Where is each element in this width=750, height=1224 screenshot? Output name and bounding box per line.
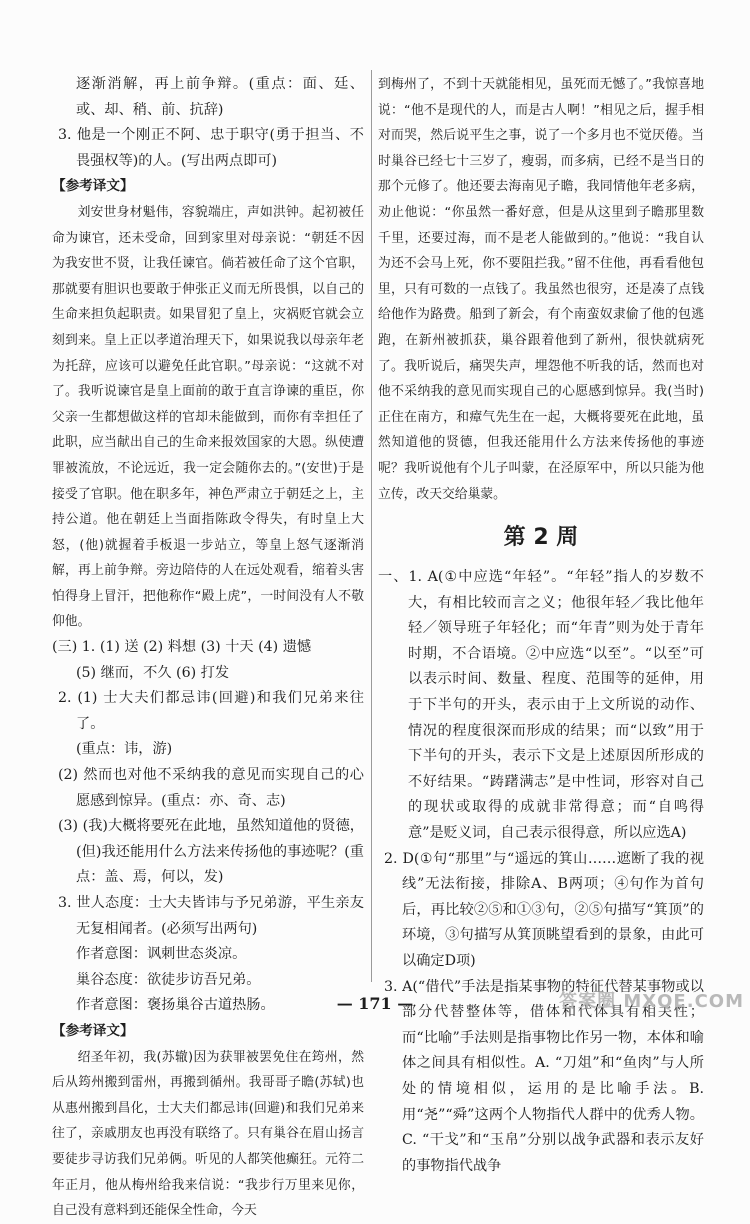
answer-paragraph: 【参考译文】 bbox=[52, 178, 134, 195]
right-column bbox=[378, 72, 704, 1179]
answer-paragraph: 3. 世人态度：士大夫皆讳与予兄弟游，平生亲友无复相闻者。(必须写出两句) bbox=[58, 895, 364, 937]
answer-paragraph: 绍圣年初，我(苏辙)因为获罪被罢免住在筠州，然后从筠州搬到雷州，再搬到循州。我哥哥子瞻(苏轼)也从惠州搬到昌化，士大夫们都忌讳(回避)和我们兄弟来往了，亲戚朋友也再没有联络了。只有巢谷在眉山扬言要徒步寻访我们兄弟俩。听见的人都笑他癫狂。元符二年正月，他从梅州给我来信说：“我步行万里来见你，自己没有意料到还能保全性命，今天 bbox=[52, 1049, 364, 1219]
answer-paragraph: (5) 继而，不久 (6) 打发 bbox=[76, 664, 230, 681]
answer-paragraph: 2. (1) 士大夫们都忌讳(回避)和我们兄弟来往了。 bbox=[58, 690, 364, 732]
answer-paragraph: (2) 然而也对他不采纳我的意见而实现自己的心愿感到惊异。(重点：亦、奇、志) bbox=[58, 767, 364, 809]
answer-paragraph: (重点：讳，游) bbox=[76, 741, 173, 758]
answer-paragraph: 3. A(“借代”手法是指某事物的特征代替某事物或以部分代替整体等，借体和代体具有相关性；而“比喻”手法则是指事物比作另一物，本体和喻体之间具有相似性。A. “刀俎”和“鱼肉”与人所处的情境相似，运用的是比喻手法。B. 用“尧”“舜”这两个人物指代人群中的优秀人物。C. “干戈”和“玉帛”分别以战争武器和表示友好的事物指代战争 bbox=[384, 978, 704, 1174]
answer-paragraph: 作者意图：褒扬巢谷古道热肠。 bbox=[76, 997, 275, 1014]
answer-paragraph: 逐渐消解，再上前争辩。(重点：面、廷、或、却、稍、前、抗辞) bbox=[76, 76, 364, 118]
answer-paragraph: 一、1. A(①中应选“年轻”。“年轻”指人的岁数不大，有相比较而言之义；他很年轻／我比他年轻／领导班子年轻化；而“年青”则为处于青年时期，不合语境。②中应选“以至”。“以至”可以表示时间、数量、程度、范围等的延伸，用于下半句的开头，表示由于上文所说的动作、情况的程度很深而形成的结果；而“以致”用于下半句的开头，表示下文是上述原因所形成的不好结果。“踌躇满志”是中性词，形容对自己的现状或取得的成就非常得意；而“自鸣得意”是贬义词，自己表示很得意，所以应选A) bbox=[378, 569, 704, 842]
answer-paragraph: (三) 1. (1) 送 (2) 料想 (3) 十天 (4) 遗憾 bbox=[52, 639, 312, 656]
page-number: — 171 — bbox=[336, 994, 414, 1013]
answer-paragraph: 3. 他是一个刚正不阿、忠于职守(勇于担当、不畏强权等)的人。(写出两点即可) bbox=[58, 127, 364, 169]
translation-continued: 到梅州了，不到十天就能相见，虽死而无憾了。”我惊喜地说：“他不是现代的人，而是古人啊！”相见之后，握手相对而哭，然后说平生之事，说了一个多月也不觉厌倦。当时巢谷已经七十三岁了，瘦弱，而多病，已经不是当日的那个元修了。他还要去海南见子瞻，我同情他年老多病，劝止他说：“你虽然一番好意，但是从这里到子瞻那里数千里，还要过海，而不是老人能做到的。”他说：“我自认为还不会马上死，你不要阻拦我。”留不住他，再看看他包里，只有可数的一点钱了。我虽然也很穷，还是凑了点钱给他作为路费。船到了新会，有个南蛮奴隶偷了他的包逃跑，在新州被抓获，巢谷跟着他到了新州，很快就病死了。我听说后，痛哭失声，埋怨他不听我的话，然而也对他不采纳我的意见而实现自己的心愿感到惊异。我(当时)正住在南方，和瘴气先生在一起，大概将要死在此地，虽然知道他的贤德，但我还能用什么方法来传扬他的事迹呢？我听说他有个儿子叫蒙，在泾原军中，所以只能为他立传，改天交给巢蒙。 bbox=[378, 77, 704, 502]
answer-paragraph: 刘安世身材魁伟，容貌端庄，声如洪钟。起初被任命为谏官，还未受命，回到家里对母亲说：“朝廷不因为我安世不贤，让我任谏官。倘若被任命了这个官职，那就要有胆识也要敢于伸张正义而无所畏惧，以自己的生命来担负起职责。如果冒犯了皇上，灾祸贬官就会立刻到来。皇上正以孝道治理天下，如果说我以母亲年老为托辞，应该可以避免任此官职。”母亲说：“这就不对了。我听说谏官是皇上面前的敢于直言诤谏的重臣，你父亲一生都想做这样的官却未能做到，而你有幸担任了此职，应当献出自己的生命来报效国家的大恩。纵使遭罪被流放，不论远近，我一定会随你去的。”(安世)于是接受了官职。他在职多年，神色严肃立于朝廷之上，主持公道。他在朝廷上当面指陈政令得失，有时皇上大怒，(他)就握着手板退一步站立，等皇上怒气逐渐消解，再上前争辩。旁边陪侍的人在远处观看，缩着头害怕得身上冒汗，把他称作“殿上虎”，一时间没有人不敬仰他。 bbox=[52, 204, 364, 630]
answer-paragraph: (3) (我)大概将要死在此地，虽然知道他的贤德，(但)我还能用什么方法来传扬他的事迹呢？(重点：盖、焉，何以，发) bbox=[58, 818, 364, 886]
week-title: 第 2 周 bbox=[503, 525, 579, 551]
left-column bbox=[52, 72, 364, 1224]
answer-paragraph: 作者意图：讽刺世态炎凉。 bbox=[76, 946, 247, 963]
watermark-logo: 答案圈 MXQE.COM bbox=[559, 991, 744, 1012]
column-divider bbox=[371, 70, 372, 982]
answer-paragraph: 巢谷态度：欲徒步访吾兄弟。 bbox=[76, 971, 261, 988]
answer-paragraph: 2. D(①句“那里”与“遥远的箕山……遮断了我的视线”无法衔接，排除A、B两项；④句作为首句后，再比较②⑤和①③句，②⑤句描写“箕顶”的环境，③句描写从箕顶眺望看到的景象，由此可以确定D项) bbox=[384, 850, 704, 969]
week2-answers bbox=[378, 565, 704, 1179]
answer-paragraph: 【参考译文】 bbox=[52, 1022, 134, 1039]
